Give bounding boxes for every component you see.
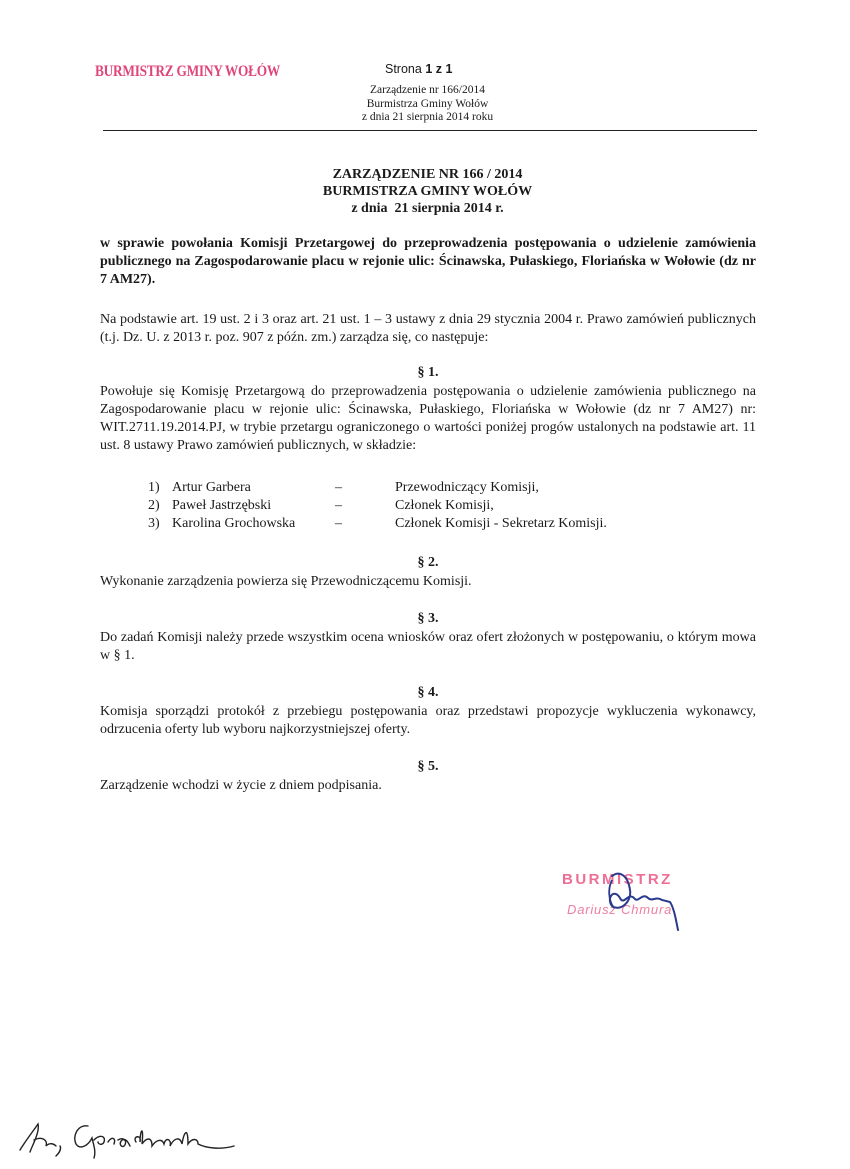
member-role: Członek Komisji, (395, 498, 494, 513)
page-total: 1 (445, 62, 453, 76)
member-role: Członek Komisji - Sekretarz Komisji. (395, 516, 607, 531)
title-line: BURMISTRZA GMINY WOŁÓW (322, 184, 533, 199)
section-3-heading: § 3. (417, 611, 439, 626)
member-name: Karolina Grochowska (172, 516, 296, 531)
member-number: 3) (148, 516, 160, 531)
page-current: 1 (425, 62, 433, 76)
section-1-text: Powołuje się Komisję Przetargową do przeprowadzenia postępowania o udzielenie zamówienia publicznego na Zagospodarowanie placu w rejonie ulic: Ścinawska, Pułaskiego, Floriańska w Wołowie (dz nr 7 AM27) nr: WIT.2711.19.2014.PJ, w trybie przetargu ograniczonego o wartości poniżej progów ustalonych na podstawie art. 11 ust. 8 ustawy Prawo zamówień publicznych, w składzie: (100, 384, 756, 453)
page-indicator (385, 62, 452, 76)
document-title (95, 166, 760, 217)
member-dash: – (335, 516, 342, 531)
member-number: 2) (148, 498, 160, 513)
member-number: 1) (148, 480, 160, 495)
mayor-signature-icon (590, 868, 690, 938)
title-line: z dnia 21 sierpnia 2014 r. (351, 201, 504, 216)
member-dash: – (335, 480, 342, 495)
title-line: ZARZĄDZENIE NR 166 / 2014 (332, 167, 523, 182)
secretary-signature-icon (12, 1112, 252, 1162)
member-row (0, 515, 850, 533)
page-prefix: Strona (385, 62, 426, 76)
member-name: Paweł Jastrzębski (172, 498, 272, 513)
section-2-heading: § 2. (417, 555, 439, 570)
mayor-stamp-name: Dariusz Chmura (567, 902, 673, 917)
member-name: Artur Garbera (172, 480, 251, 495)
member-row (0, 497, 850, 515)
legal-basis: Na podstawie art. 19 ust. 2 i 3 oraz art. 21 ust. 1 – 3 ustawy z dnia 29 stycznia 2004 r. Prawo zamówień publicznych (t.j. Dz. U. z 2013 r. poz. 907 z późn. zm.) zarządza się, co następuje: (100, 312, 756, 345)
header-divider (103, 130, 757, 131)
section-5-text: Zarządzenie wchodzi w życie z dniem podpisania. (100, 778, 382, 793)
header-meta (340, 84, 515, 125)
section-1-heading: § 1. (417, 365, 439, 380)
member-dash: – (335, 498, 342, 513)
section-4-text: Komisja sporządzi protokół z przebiegu postępowania oraz przedstawi propozycje wykluczenia wykonawcy, odrzucenia oferty lub wyboru najkorzystniejszej oferty. (100, 704, 756, 737)
header-meta-line: Zarządzenie nr 166/2014 (370, 84, 485, 96)
header-meta-line: z dnia 21 sierpnia 2014 roku (361, 111, 494, 123)
section-5-heading: § 5. (417, 759, 439, 774)
document-subject: w sprawie powołania Komisji Przetargowej do przeprowadzenia postępowania o udzielenie zamówienia publicznego na Zagospodarowanie placu w rejonie ulic: Ścinawska, Pułaskiego, Floriańska w Wołowie (dz nr 7 AM27). (100, 236, 756, 287)
section-4-heading: § 4. (417, 685, 439, 700)
member-row (0, 479, 850, 497)
header-meta-line: Burmistrza Gminy Wołów (366, 97, 489, 110)
issuer-brand: BURMISTRZ GMINY WOŁÓW (95, 63, 280, 80)
section-2-text: Wykonanie zarządzenia powierza się Przewodniczącemu Komisji. (100, 574, 472, 589)
section-3-text: Do zadań Komisji należy przede wszystkim ocena wniosków oraz ofert złożonych w postępowaniu, o którym mowa w § 1. (100, 630, 756, 663)
member-role: Przewodniczący Komisji, (395, 480, 539, 495)
mayor-stamp-title: BURMISTRZ (562, 871, 673, 888)
page-sep: z (432, 62, 446, 76)
